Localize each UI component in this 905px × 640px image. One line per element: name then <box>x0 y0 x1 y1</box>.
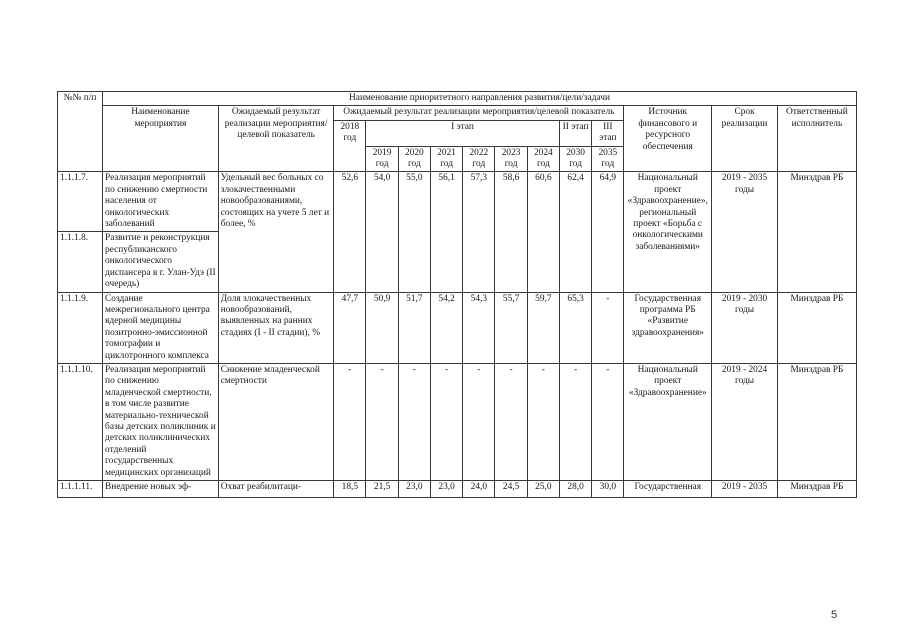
header-stage-1: I этап <box>366 120 560 146</box>
row-value: - <box>495 363 528 480</box>
row-value: - <box>592 363 624 480</box>
header-row-2 <box>58 106 857 120</box>
row-value: 28,0 <box>559 481 592 498</box>
row-num: 1.1.1.10. <box>58 363 103 480</box>
row-term: 2019 - 2035 годы <box>712 172 778 292</box>
header-year-2018: 2018 год <box>334 120 366 172</box>
table-row <box>58 292 857 363</box>
row-responsible: Минздрав РБ <box>777 363 856 480</box>
row-term: 2019 - 2030 годы <box>712 292 778 363</box>
row-value: 21,5 <box>366 481 399 498</box>
row-event-name: Создание межрегионального центра ядерной медицины позитронно-эмиссионной томографии и циклотронного комплекса <box>103 292 219 363</box>
header-year: 2030 год <box>559 146 592 172</box>
table-row <box>58 172 857 232</box>
header-year: 2035 год <box>592 146 624 172</box>
row-responsible: Минздрав РБ <box>777 481 856 498</box>
row-source: Государственная <box>624 481 712 498</box>
row-value: - <box>463 363 495 480</box>
row-term: 2019 - 2024 годы <box>712 363 778 480</box>
table-row <box>58 481 857 498</box>
row-responsible: Минздрав РБ <box>777 172 856 292</box>
header-source: Источник финансового и ресурсного обеспечения <box>624 106 712 172</box>
row-event-name: Реализация мероприятий по снижению младенческой смертности, в том числе развитие материально-технической базы детских поликлиник и детских поликлинических отделений государственных медицинских организаций <box>103 363 219 480</box>
row-value: 55,7 <box>495 292 528 363</box>
row-source: Национальный проект «Здравоохранение» <box>624 363 712 480</box>
row-expected-result: Доля злокачественных новообразований, выявленных на ранних стадиях (I - II стадии), % <box>218 292 334 363</box>
row-value: - <box>430 363 463 480</box>
row-value: 57,3 <box>463 172 495 292</box>
row-expected-result: Удельный вес больных со злокачественными новообразованиями, состоящих на учете 5 лет и более, % <box>218 172 334 292</box>
header-term: Срок реализации <box>712 106 778 172</box>
row-value: - <box>592 292 624 363</box>
row-value: - <box>527 363 559 480</box>
header-stage-2: II этап <box>559 120 592 146</box>
row-num: 1.1.1.11. <box>58 481 103 498</box>
row-value: 59,7 <box>527 292 559 363</box>
row-value: 47,7 <box>334 292 366 363</box>
row-value: 50,9 <box>366 292 399 363</box>
row-value: - <box>559 363 592 480</box>
header-direction: Наименование приоритетного направления развития/цели/задачи <box>103 92 857 106</box>
row-event-name: Реализация мероприятий по снижению смертности населения от онкологических заболеваний <box>103 172 219 232</box>
row-value: 54,3 <box>463 292 495 363</box>
header-row-1 <box>58 92 857 106</box>
header-stage-3: III этап <box>592 120 624 146</box>
page-number: 5 <box>831 609 838 621</box>
row-source: Государственная программа РБ «Развитие здравоохранения» <box>624 292 712 363</box>
row-value: 65,3 <box>559 292 592 363</box>
row-value: 56,1 <box>430 172 463 292</box>
header-event-name: Наименование мероприятия <box>103 106 219 172</box>
row-expected-result: Снижение младенческой смертности <box>218 363 334 480</box>
row-value: - <box>398 363 430 480</box>
row-value: 25,0 <box>527 481 559 498</box>
table-row <box>58 363 857 480</box>
row-value: 23,0 <box>430 481 463 498</box>
header-num: №№ п/п <box>58 92 103 172</box>
row-event-name: Внедрение новых эф- <box>103 481 219 498</box>
row-value: 52,6 <box>334 172 366 292</box>
row-responsible: Минздрав РБ <box>777 292 856 363</box>
row-num: 1.1.1.9. <box>58 292 103 363</box>
row-value: 18,5 <box>334 481 366 498</box>
header-responsible: Ответственный исполнитель <box>777 106 856 172</box>
row-value: 24,0 <box>463 481 495 498</box>
row-event-name: Развитие и реконструкция республиканского онкологического диспансера в г. Улан-Удэ (II очередь) <box>103 232 219 292</box>
header-year: 2024 год <box>527 146 559 172</box>
row-value: 51,7 <box>398 292 430 363</box>
row-expected-result: Охват реабилитаци- <box>218 481 334 498</box>
row-value: 54,2 <box>430 292 463 363</box>
row-value: 60,6 <box>527 172 559 292</box>
row-value: 24,5 <box>495 481 528 498</box>
row-value: 55,0 <box>398 172 430 292</box>
header-year: 2022 год <box>463 146 495 172</box>
row-source: Национальный проект «Здравоохранение», региональный проект «Борьба с онкологическими заболеваниями» <box>624 172 712 292</box>
row-value: 62,4 <box>559 172 592 292</box>
header-year: 2023 год <box>495 146 528 172</box>
header-expected-result: Ожидаемый результат реализации мероприятия/целевой показатель <box>218 106 334 172</box>
row-value: 30,0 <box>592 481 624 498</box>
row-value: 54,0 <box>366 172 399 292</box>
row-value: - <box>366 363 399 480</box>
header-year: 2021 год <box>430 146 463 172</box>
row-term: 2019 - 2035 <box>712 481 778 498</box>
targets-table <box>57 91 857 498</box>
header-year: 2020 год <box>398 146 430 172</box>
row-num: 1.1.1.8. <box>58 232 103 292</box>
row-value: - <box>334 363 366 480</box>
row-value: 23,0 <box>398 481 430 498</box>
row-num: 1.1.1.7. <box>58 172 103 232</box>
header-expected-value: Ожидаемый результат реализации мероприятия/целевой показатель <box>334 106 624 120</box>
row-value: 64,9 <box>592 172 624 292</box>
header-year: 2019 год <box>366 146 399 172</box>
row-value: 58,6 <box>495 172 528 292</box>
